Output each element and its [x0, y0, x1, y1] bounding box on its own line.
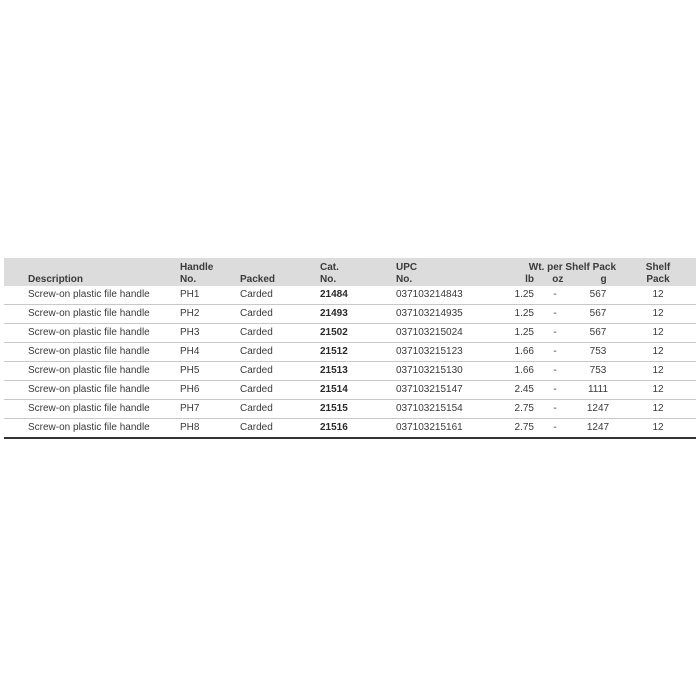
cell-weight-oz: -: [534, 362, 576, 381]
cell-packed: Carded: [240, 362, 320, 381]
cell-weight-lb: 1.66: [504, 362, 534, 381]
header-cat-no: [320, 258, 396, 286]
cell-handle-no: PH7: [180, 400, 240, 419]
table-row: [4, 305, 696, 324]
table-row: [4, 419, 696, 439]
cell-weight-lb: 2.75: [504, 400, 534, 419]
cell-weight-lb: 2.75: [504, 419, 534, 439]
header-handle-no-line2: No.: [180, 274, 197, 285]
cell-description: Screw-on plastic file handle: [4, 381, 180, 400]
header-handle-no-line1: Handle: [180, 262, 214, 273]
table-row: [4, 400, 696, 419]
header-shelf-pack-line1: Shelf: [645, 262, 671, 273]
cell-upc: 037103215161: [396, 419, 504, 439]
cell-weight-lb: 2.45: [504, 381, 534, 400]
cell-upc: 037103214935: [396, 305, 504, 324]
cell-handle-no: PH3: [180, 324, 240, 343]
cell-upc: 037103215147: [396, 381, 504, 400]
cell-weight-g: 567: [576, 286, 620, 305]
cell-description: Screw-on plastic file handle: [4, 324, 180, 343]
cell-cat-no: 21484: [320, 286, 396, 305]
cell-handle-no: PH4: [180, 343, 240, 362]
cell-weight-g: 1247: [576, 419, 620, 439]
cell-description: Screw-on plastic file handle: [4, 362, 180, 381]
cell-packed: Carded: [240, 324, 320, 343]
cell-cat-no: 21516: [320, 419, 396, 439]
cell-cat-no: 21493: [320, 305, 396, 324]
cell-packed: Carded: [240, 286, 320, 305]
table-body: [4, 286, 696, 438]
cell-upc: 037103215024: [396, 324, 504, 343]
cell-handle-no: PH8: [180, 419, 240, 439]
table-header-row: [4, 258, 696, 286]
cell-weight-oz: -: [534, 286, 576, 305]
header-upc: [396, 258, 504, 286]
cell-shelf-pack: 12: [620, 419, 696, 439]
cell-upc: 037103215154: [396, 400, 504, 419]
cell-cat-no: 21515: [320, 400, 396, 419]
cell-weight-oz: -: [534, 381, 576, 400]
cell-shelf-pack: 12: [620, 362, 696, 381]
header-shelf-pack-line2: Pack: [646, 274, 670, 285]
cell-description: Screw-on plastic file handle: [4, 286, 180, 305]
header-weight-group: [504, 258, 620, 286]
cell-handle-no: PH6: [180, 381, 240, 400]
header-description: [4, 258, 180, 286]
cell-shelf-pack: 12: [620, 324, 696, 343]
cell-weight-oz: -: [534, 305, 576, 324]
table-row: [4, 362, 696, 381]
cell-cat-no: 21502: [320, 324, 396, 343]
header-cat-no-line2: No.: [320, 274, 337, 285]
cell-weight-g: 753: [576, 343, 620, 362]
cell-shelf-pack: 12: [620, 286, 696, 305]
cell-packed: Carded: [240, 400, 320, 419]
cell-cat-no: 21512: [320, 343, 396, 362]
cell-handle-no: PH1: [180, 286, 240, 305]
cell-weight-oz: -: [534, 343, 576, 362]
header-weight-oz: oz: [552, 274, 564, 285]
header-packed: [240, 258, 320, 286]
cell-handle-no: PH2: [180, 305, 240, 324]
cell-description: Screw-on plastic file handle: [4, 400, 180, 419]
header-packed-label: Packed: [240, 274, 276, 285]
cell-weight-lb: 1.66: [504, 343, 534, 362]
table-row: [4, 324, 696, 343]
cell-shelf-pack: 12: [620, 305, 696, 324]
header-upc-line2: No.: [396, 274, 413, 285]
cell-weight-oz: -: [534, 400, 576, 419]
cell-weight-g: 1247: [576, 400, 620, 419]
cell-description: Screw-on plastic file handle: [4, 343, 180, 362]
cell-upc: 037103214843: [396, 286, 504, 305]
header-description-label: Description: [28, 274, 84, 285]
cell-weight-lb: 1.25: [504, 305, 534, 324]
header-cat-no-line1: Cat.: [320, 262, 339, 273]
header-weight-g: g: [600, 274, 607, 285]
cell-upc: 037103215123: [396, 343, 504, 362]
cell-description: Screw-on plastic file handle: [4, 305, 180, 324]
cell-shelf-pack: 12: [620, 381, 696, 400]
cell-weight-g: 567: [576, 324, 620, 343]
product-spec-table: [4, 258, 696, 439]
cell-weight-lb: 1.25: [504, 324, 534, 343]
cell-description: Screw-on plastic file handle: [4, 419, 180, 439]
header-weight-lb: lb: [525, 274, 534, 285]
header-upc-line1: UPC: [396, 262, 418, 273]
header-handle-no: [180, 258, 240, 286]
cell-weight-g: 753: [576, 362, 620, 381]
cell-weight-g: 1111: [576, 381, 620, 400]
cell-weight-oz: -: [534, 419, 576, 439]
cell-cat-no: 21514: [320, 381, 396, 400]
cell-cat-no: 21513: [320, 362, 396, 381]
cell-shelf-pack: 12: [620, 400, 696, 419]
cell-packed: Carded: [240, 381, 320, 400]
cell-weight-lb: 1.25: [504, 286, 534, 305]
cell-packed: Carded: [240, 305, 320, 324]
cell-packed: Carded: [240, 343, 320, 362]
header-weight-group-label: Wt. per Shelf Pack: [528, 262, 617, 273]
table-row: [4, 343, 696, 362]
table-row: [4, 286, 696, 305]
header-shelf-pack: [620, 258, 696, 286]
cell-weight-g: 567: [576, 305, 620, 324]
cell-packed: Carded: [240, 419, 320, 439]
cell-upc: 037103215130: [396, 362, 504, 381]
table-row: [4, 381, 696, 400]
cell-shelf-pack: 12: [620, 343, 696, 362]
cell-weight-oz: -: [534, 324, 576, 343]
cell-handle-no: PH5: [180, 362, 240, 381]
header-weight-units: [504, 274, 620, 286]
